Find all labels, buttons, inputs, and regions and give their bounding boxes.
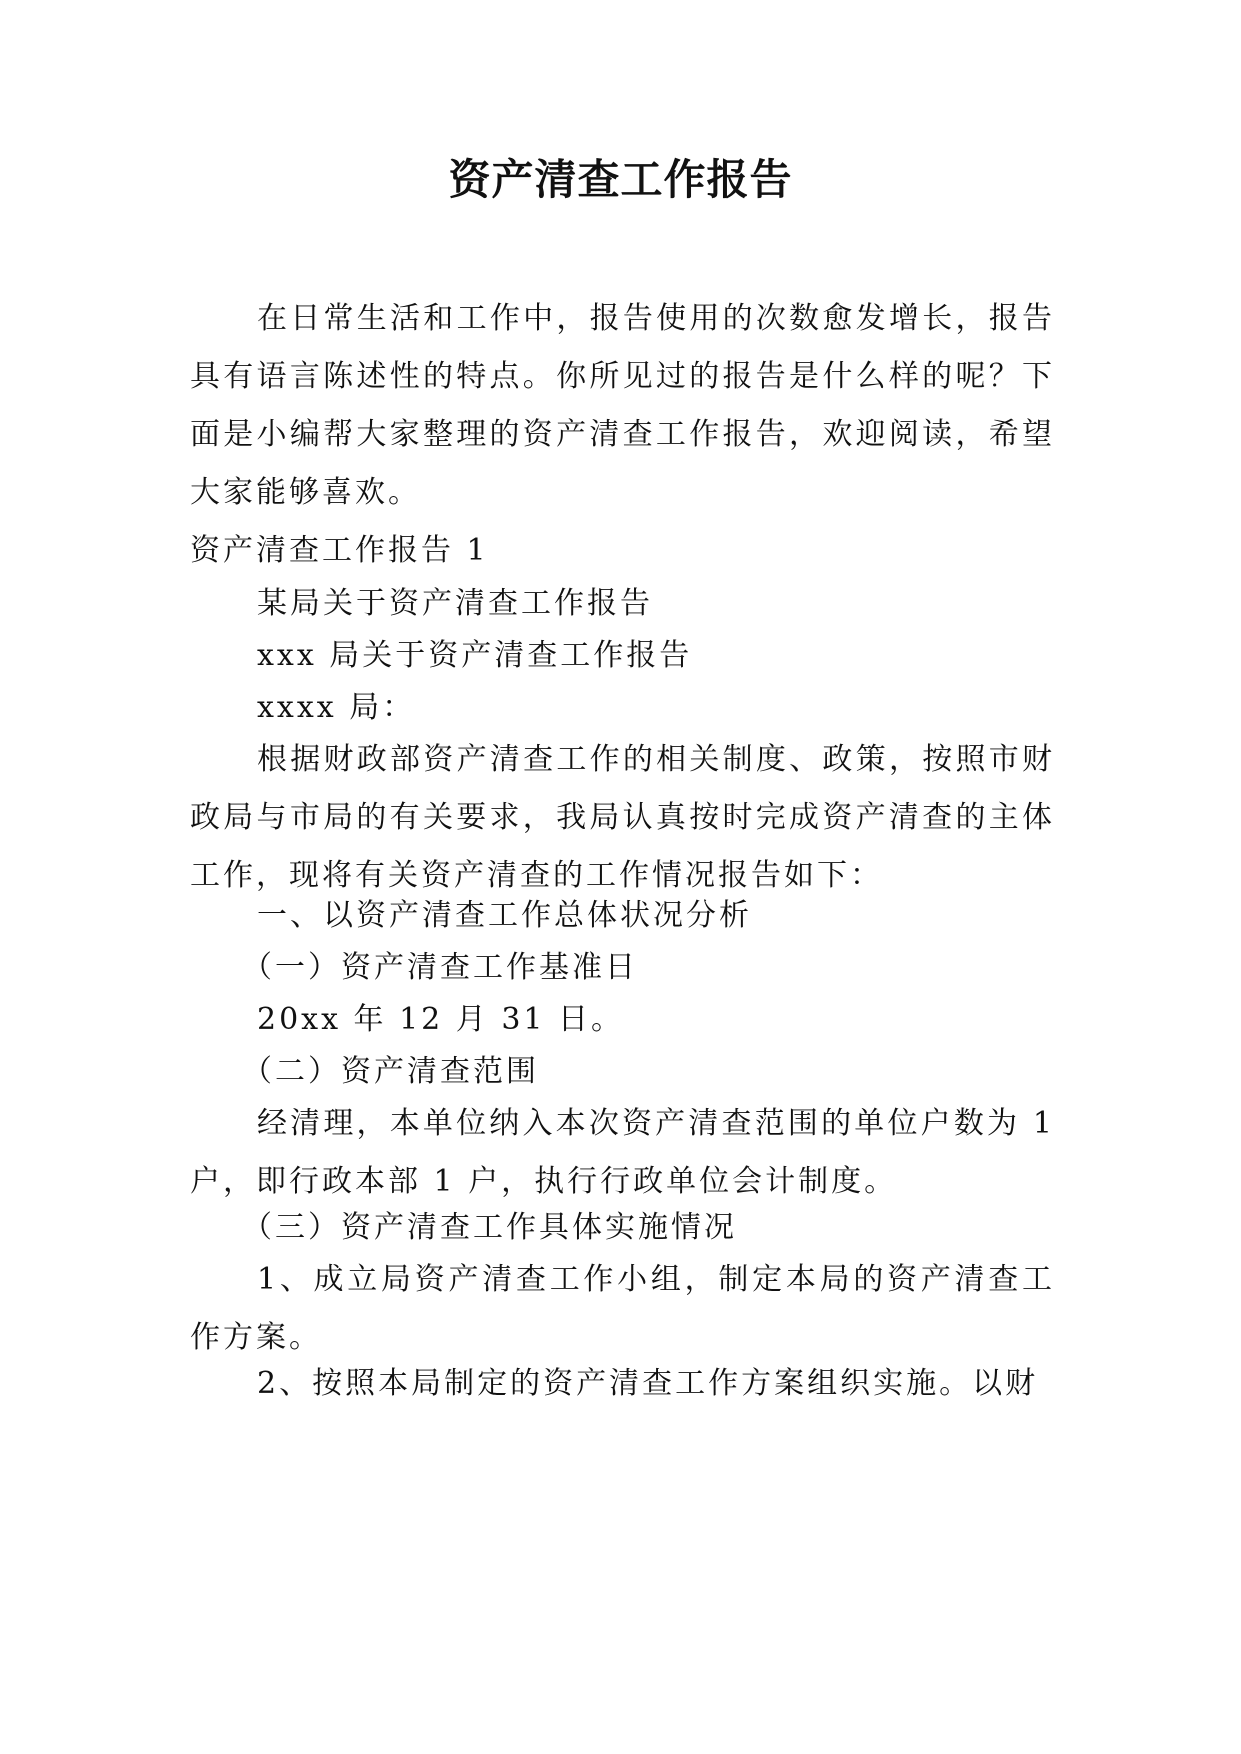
- paragraph: 根据财政部资产清查工作的相关制度、政策，按照市财政局与市局的有关要求，我局认真按时完成资产清查的主体工作，现将有关资产清查的工作情况报告如下：: [190, 742, 1055, 893]
- intro-paragraph: 在日常生活和工作中，报告使用的次数愈发增长，报告具有语言陈述性的特点。你所见过的报告是什么样的呢？下面是小编帮大家整理的资产清查工作报告，欢迎阅读，希望大家能够喜欢。: [190, 301, 1055, 510]
- paragraph: 某局关于资产清查工作报告: [257, 586, 653, 621]
- paragraph: 20xx 年 12 月 31 日。: [257, 1002, 625, 1037]
- paragraph: xxxx 局：: [257, 690, 416, 725]
- paragraph: （二）资产清查范围: [242, 1054, 539, 1089]
- paragraph: 一、以资产清查工作总体状况分析: [257, 898, 752, 933]
- paragraph: 1、成立局资产清查工作小组，制定本局的资产清查工作方案。: [190, 1262, 1055, 1355]
- paragraph: 经清理，本单位纳入本次资产清查范围的单位户数为 1 户，即行政本部 1 户，执行行政单位会计制度。: [190, 1106, 1055, 1199]
- document-title: 资产清查工作报告: [448, 155, 793, 204]
- section-heading: 资产清查工作报告 1: [190, 533, 489, 568]
- paragraph: （一）资产清查工作基准日: [242, 950, 638, 985]
- paragraph: xxx 局关于资产清查工作报告: [257, 638, 693, 673]
- paragraph: （三）资产清查工作具体实施情况: [242, 1210, 737, 1245]
- paragraph: 2、按照本局制定的资产清查工作方案组织实施。以财: [257, 1366, 1039, 1401]
